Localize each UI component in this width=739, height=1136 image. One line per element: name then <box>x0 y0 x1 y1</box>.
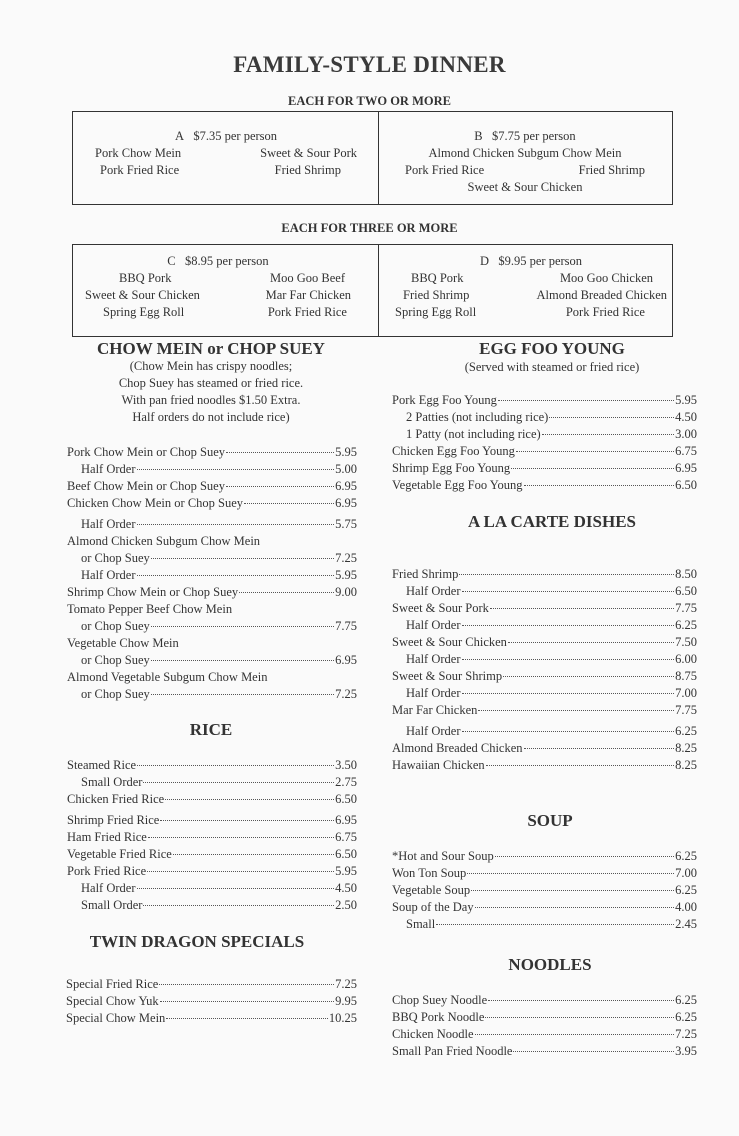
menu-item-name: Chicken Chow Mein or Chop Suey <box>67 496 244 510</box>
dinner-a-header: A $7.35 per person <box>174 129 278 143</box>
menu-item <box>392 617 697 634</box>
menu-item-name: Shrimp Fried Rice <box>67 813 160 827</box>
menu-item-price: 5.00 <box>335 462 357 476</box>
menu-item-price: 5.95 <box>335 568 357 582</box>
three-or-more-box <box>72 244 673 337</box>
menu-item-name: Almond Vegetable Subgum Chow Mein <box>67 670 268 684</box>
egg-foo-young-list <box>392 392 697 494</box>
menu-item-price: 3.50 <box>335 758 357 772</box>
menu-item <box>67 757 357 774</box>
menu-item-price: 10.25 <box>328 1011 357 1025</box>
menu-item-name: or Chop Suey <box>81 653 150 667</box>
dinner-c-row: Sweet & Sour Chicken Mar Far Chicken <box>85 288 351 302</box>
menu-item-name: Special Chow Yuk <box>66 994 159 1008</box>
menu-item-name: Half Order <box>81 568 136 582</box>
dinner-b-line: Sweet & Sour Chicken <box>467 180 583 194</box>
menu-item-price: 6.25 <box>675 1010 697 1024</box>
menu-item-name: Chicken Noodle <box>392 1027 474 1041</box>
soup-title: SOUP <box>527 811 573 830</box>
menu-item-name: Chicken Egg Foo Young <box>392 444 515 458</box>
menu-item-price: 4.50 <box>675 410 697 424</box>
dot-leader <box>524 485 675 486</box>
rice-list <box>67 757 357 914</box>
menu-item-price: 6.50 <box>675 584 697 598</box>
menu-item-name: BBQ Pork Noodle <box>392 1010 485 1024</box>
menu-item-price: 6.25 <box>675 849 697 863</box>
dinner-b-row: Pork Fried Rice Fried Shrimp <box>405 163 645 177</box>
menu-item <box>67 652 357 669</box>
menu-item <box>67 461 357 478</box>
menu-item-name: Half Order <box>406 584 461 598</box>
menu-item-price: 6.50 <box>335 847 357 861</box>
dinner-b <box>405 128 645 196</box>
menu-item-price: 6.25 <box>675 724 697 738</box>
dot-leader <box>151 694 334 695</box>
menu-item <box>392 668 697 685</box>
menu-item <box>67 444 357 461</box>
menu-item-name: Vegetable Egg Foo Young <box>392 478 523 492</box>
menu-item-price: 6.95 <box>675 461 697 475</box>
menu-item <box>392 1043 697 1060</box>
menu-item-price: 5.75 <box>335 517 357 531</box>
menu-item <box>392 409 697 426</box>
menu-item-name: Pork Fried Rice <box>67 864 147 878</box>
dot-leader <box>137 765 334 766</box>
menu-item-name: Half Order <box>406 724 461 738</box>
menu-item <box>392 702 697 719</box>
dot-leader <box>151 626 334 627</box>
dot-leader <box>147 871 334 872</box>
menu-item-name: Half Order <box>406 652 461 666</box>
dinner-d-row: BBQ Pork Moo Goo Chicken <box>411 271 653 285</box>
menu-item-price: 7.25 <box>675 1027 697 1041</box>
menu-item-price: 6.95 <box>335 813 357 827</box>
menu-item <box>392 757 697 774</box>
menu-item-name: Mar Far Chicken <box>392 703 478 717</box>
menu-item-name: Pork Egg Foo Young <box>392 393 497 407</box>
menu-item-price: 6.25 <box>675 618 697 632</box>
menu-item <box>67 880 357 897</box>
menu-item <box>67 478 357 495</box>
menu-item-price: 6.25 <box>675 993 697 1007</box>
dot-leader <box>462 659 675 660</box>
noodles-title: NOODLES <box>508 955 592 974</box>
specials-title: TWIN DRAGON SPECIALS <box>89 932 305 951</box>
menu-item-price: 6.95 <box>335 653 357 667</box>
menu-item-name: Half Order <box>81 517 136 531</box>
dinner-c-header: C $8.95 per person <box>167 254 269 268</box>
menu-item-price: 6.75 <box>335 830 357 844</box>
a-la-carte-list <box>392 566 697 774</box>
dot-leader <box>508 642 674 643</box>
dot-leader <box>475 1034 675 1035</box>
menu-item-price: 6.95 <box>335 496 357 510</box>
menu-item <box>392 477 697 494</box>
page-title: FAMILY-STYLE DINNER <box>233 52 506 77</box>
menu-item-price: 7.00 <box>675 686 697 700</box>
menu-item-price: 3.95 <box>675 1044 697 1058</box>
menu-item <box>67 791 357 808</box>
dot-leader <box>459 574 674 575</box>
dinner-a <box>95 128 357 179</box>
menu-item-name: Beef Chow Mein or Chop Suey <box>67 479 225 493</box>
dot-leader <box>478 710 674 711</box>
soup-list <box>392 848 697 933</box>
menu-item-name: Shrimp Chow Mein or Chop Suey <box>67 585 239 599</box>
menu-item-name: Small Order <box>81 775 143 789</box>
menu-item <box>392 992 697 1009</box>
dinner-b-header: B $7.75 per person <box>474 129 576 143</box>
menu-item-price: 8.25 <box>675 758 697 772</box>
menu-item <box>392 685 697 702</box>
menu-item <box>67 516 357 533</box>
menu-item-name: 1 Patty (not including rice) <box>406 427 541 441</box>
menu-item-name: Half Order <box>81 462 136 476</box>
dot-leader <box>436 924 674 925</box>
menu-item <box>67 686 357 703</box>
menu-item-price: 9.95 <box>335 994 357 1008</box>
dot-leader <box>495 856 674 857</box>
menu-item <box>66 1010 357 1027</box>
menu-item <box>67 601 357 618</box>
menu-item <box>392 882 697 899</box>
menu-item-name: Sweet & Sour Pork <box>392 601 489 615</box>
menu-item-name: Half Order <box>81 881 136 895</box>
dot-leader <box>244 503 334 504</box>
menu-item <box>392 651 697 668</box>
dinner-d-row: Fried Shrimp Almond Breaded Chicken <box>403 288 667 302</box>
menu-item <box>67 829 357 846</box>
menu-item <box>67 495 357 512</box>
rice-title: RICE <box>189 720 233 739</box>
menu-item <box>392 392 697 409</box>
dinner-b-line: Almond Chicken Subgum Chow Mein <box>428 146 622 160</box>
dot-leader <box>488 1000 674 1001</box>
menu-item <box>67 533 357 550</box>
dot-leader <box>503 676 674 677</box>
menu-item-name: Sweet & Sour Chicken <box>392 635 507 649</box>
dot-leader <box>137 469 335 470</box>
menu-item <box>392 426 697 443</box>
menu-item-name: Small <box>406 917 436 931</box>
dot-leader <box>524 748 675 749</box>
two-or-more-box <box>72 111 673 205</box>
menu-item <box>392 600 697 617</box>
menu-item-name: Pork Chow Mein or Chop Suey <box>67 445 225 459</box>
menu-item-name: Special Chow Mein <box>66 1011 166 1025</box>
menu-item <box>392 899 697 916</box>
menu-item <box>67 550 357 567</box>
menu-item-name: Shrimp Egg Foo Young <box>392 461 511 475</box>
menu-item <box>67 897 357 914</box>
dot-leader <box>160 1001 335 1002</box>
menu-item-price: 7.25 <box>335 551 357 565</box>
menu-item-price: 2.50 <box>335 898 357 912</box>
dot-leader <box>166 1018 328 1019</box>
menu-item <box>392 740 697 757</box>
specials-list <box>66 976 357 1027</box>
menu-item-name: 2 Patties (not including rice) <box>406 410 549 424</box>
menu-item-name: Special Fried Rice <box>66 977 159 991</box>
dinner-c <box>85 253 351 321</box>
dot-leader <box>498 400 674 401</box>
menu-item <box>392 865 697 882</box>
menu-item-name: Fried Shrimp <box>392 567 459 581</box>
menu-item <box>67 774 357 791</box>
dot-leader <box>542 434 674 435</box>
menu-item-name: Soup of the Day <box>392 900 474 914</box>
menu-item-name: Almond Breaded Chicken <box>392 741 523 755</box>
menu-item <box>392 583 697 600</box>
menu-item <box>392 634 697 651</box>
menu-item-price: 7.25 <box>335 977 357 991</box>
menu-item-name: Vegetable Fried Rice <box>67 847 172 861</box>
menu-item-name: *Hot and Sour Soup <box>392 849 494 863</box>
menu-item <box>67 812 357 829</box>
dot-leader <box>485 1017 674 1018</box>
dot-leader <box>516 451 674 452</box>
dot-leader <box>159 984 334 985</box>
dot-leader <box>486 765 674 766</box>
menu-item-price: 8.25 <box>675 741 697 755</box>
menu-item-name: Small Order <box>81 898 143 912</box>
menu-item-name: Half Order <box>406 618 461 632</box>
menu-item <box>67 584 357 601</box>
dot-leader <box>511 468 674 469</box>
menu-item-price: 6.50 <box>675 478 697 492</box>
menu-item <box>392 1026 697 1043</box>
dot-leader <box>475 907 675 908</box>
menu-item-price: 7.75 <box>335 619 357 633</box>
noodles-list <box>392 992 697 1060</box>
menu-item <box>392 443 697 460</box>
dot-leader <box>462 693 675 694</box>
menu-item-price: 6.25 <box>675 883 697 897</box>
menu-item-price: 7.75 <box>675 703 697 717</box>
menu-item-price: 7.50 <box>675 635 697 649</box>
dinner-c-row: Spring Egg Roll Pork Fried Rice <box>103 305 347 319</box>
menu-item-name: or Chop Suey <box>81 551 150 565</box>
menu-item <box>392 848 697 865</box>
menu-item-name: Steamed Rice <box>67 758 137 772</box>
dot-leader <box>490 608 674 609</box>
menu-item-name: Hawaiian Chicken <box>392 758 485 772</box>
menu-item <box>67 567 357 584</box>
menu-item-name: Chop Suey Noodle <box>392 993 488 1007</box>
menu-item-price: 7.75 <box>675 601 697 615</box>
dot-leader <box>137 575 335 576</box>
menu-item-price: 6.50 <box>335 792 357 806</box>
dinner-d-row: Spring Egg Roll Pork Fried Rice <box>395 305 645 319</box>
menu-item-name: or Chop Suey <box>81 687 150 701</box>
dot-leader <box>471 890 674 891</box>
menu-item-price: 7.00 <box>675 866 697 880</box>
dot-leader <box>137 524 335 525</box>
menu-item-name: Almond Chicken Subgum Chow Mein <box>67 534 261 548</box>
chow-mein-title: CHOW MEIN or CHOP SUEY <box>97 339 325 358</box>
dot-leader <box>173 854 334 855</box>
dot-leader <box>160 820 334 821</box>
menu-item-price: 6.95 <box>335 479 357 493</box>
menu-item <box>392 566 697 583</box>
dinner-c-row: BBQ Pork Moo Goo Beef <box>119 271 345 285</box>
menu-item-price: 3.00 <box>675 427 697 441</box>
dot-leader <box>137 888 335 889</box>
three-or-more-heading: EACH FOR THREE OR MORE <box>281 221 458 235</box>
menu-item-price: 2.75 <box>335 775 357 789</box>
menu-item-price: 4.50 <box>335 881 357 895</box>
menu-item-price: 9.00 <box>335 585 357 599</box>
dot-leader <box>462 591 675 592</box>
dot-leader <box>462 625 675 626</box>
menu-item-price: 8.50 <box>675 567 697 581</box>
dinner-a-row: Pork Chow Mein Sweet & Sour Pork <box>95 146 357 160</box>
menu-item <box>392 1009 697 1026</box>
dot-leader <box>143 782 334 783</box>
egg-foo-young-note: (Served with steamed or fried rice) <box>464 360 640 374</box>
dot-leader <box>165 799 334 800</box>
menu-item-name: Sweet & Sour Shrimp <box>392 669 503 683</box>
two-or-more-heading: EACH FOR TWO OR MORE <box>288 94 451 108</box>
menu-item-name: Half Order <box>406 686 461 700</box>
menu-item-name: Vegetable Chow Mein <box>67 636 179 650</box>
menu-item-name: Won Ton Soup <box>392 866 467 880</box>
menu-item <box>392 916 697 933</box>
menu-item-price: 5.95 <box>675 393 697 407</box>
menu-item-price: 6.00 <box>675 652 697 666</box>
menu-item-price: 4.00 <box>675 900 697 914</box>
menu-item <box>66 976 357 993</box>
dot-leader <box>513 1051 674 1052</box>
menu-item <box>66 993 357 1010</box>
a-la-carte-title: A LA CARTE DISHES <box>467 512 637 531</box>
menu-item <box>67 846 357 863</box>
chow-mein-list <box>67 444 357 703</box>
menu-item-name: Vegetable Soup <box>392 883 471 897</box>
menu-item <box>67 635 357 652</box>
dot-leader <box>226 452 334 453</box>
dot-leader <box>143 905 334 906</box>
chow-mein-notes: (Chow Mein has crispy noodles; Chop Suey has steamed or fried rice. With pan fried noodles $1.50 Extra. Half orders do not include rice) <box>118 359 304 424</box>
egg-foo-young-title: EGG FOO YOUNG <box>479 339 625 358</box>
menu-item-price: 2.45 <box>675 917 697 931</box>
dot-leader <box>226 486 334 487</box>
menu-item-price: 5.95 <box>335 864 357 878</box>
box-divider <box>378 245 379 336</box>
dot-leader <box>239 592 334 593</box>
menu-item <box>67 669 357 686</box>
menu-item-price: 8.75 <box>675 669 697 683</box>
dot-leader <box>549 417 674 418</box>
menu-item-name: Small Pan Fried Noodle <box>392 1044 513 1058</box>
dot-leader <box>462 731 675 732</box>
dot-leader <box>151 660 334 661</box>
dot-leader <box>467 873 674 874</box>
menu-item-price: 7.25 <box>335 687 357 701</box>
dinner-a-row: Pork Fried Rice Fried Shrimp <box>100 163 341 177</box>
dinner-d-header: D $9.95 per person <box>479 254 583 268</box>
menu-item-name: or Chop Suey <box>81 619 150 633</box>
menu-item <box>392 460 697 477</box>
dot-leader <box>151 558 334 559</box>
menu-item <box>67 863 357 880</box>
box-divider <box>378 112 379 204</box>
menu-item-name: Tomato Pepper Beef Chow Mein <box>67 602 233 616</box>
menu-item-name: Chicken Fried Rice <box>67 792 165 806</box>
menu-item-name: Ham Fried Rice <box>67 830 147 844</box>
dot-leader <box>148 837 334 838</box>
dinner-d <box>395 253 667 321</box>
menu-item-price: 6.75 <box>675 444 697 458</box>
menu-item <box>392 723 697 740</box>
menu-item-price: 5.95 <box>335 445 357 459</box>
menu-item <box>67 618 357 635</box>
